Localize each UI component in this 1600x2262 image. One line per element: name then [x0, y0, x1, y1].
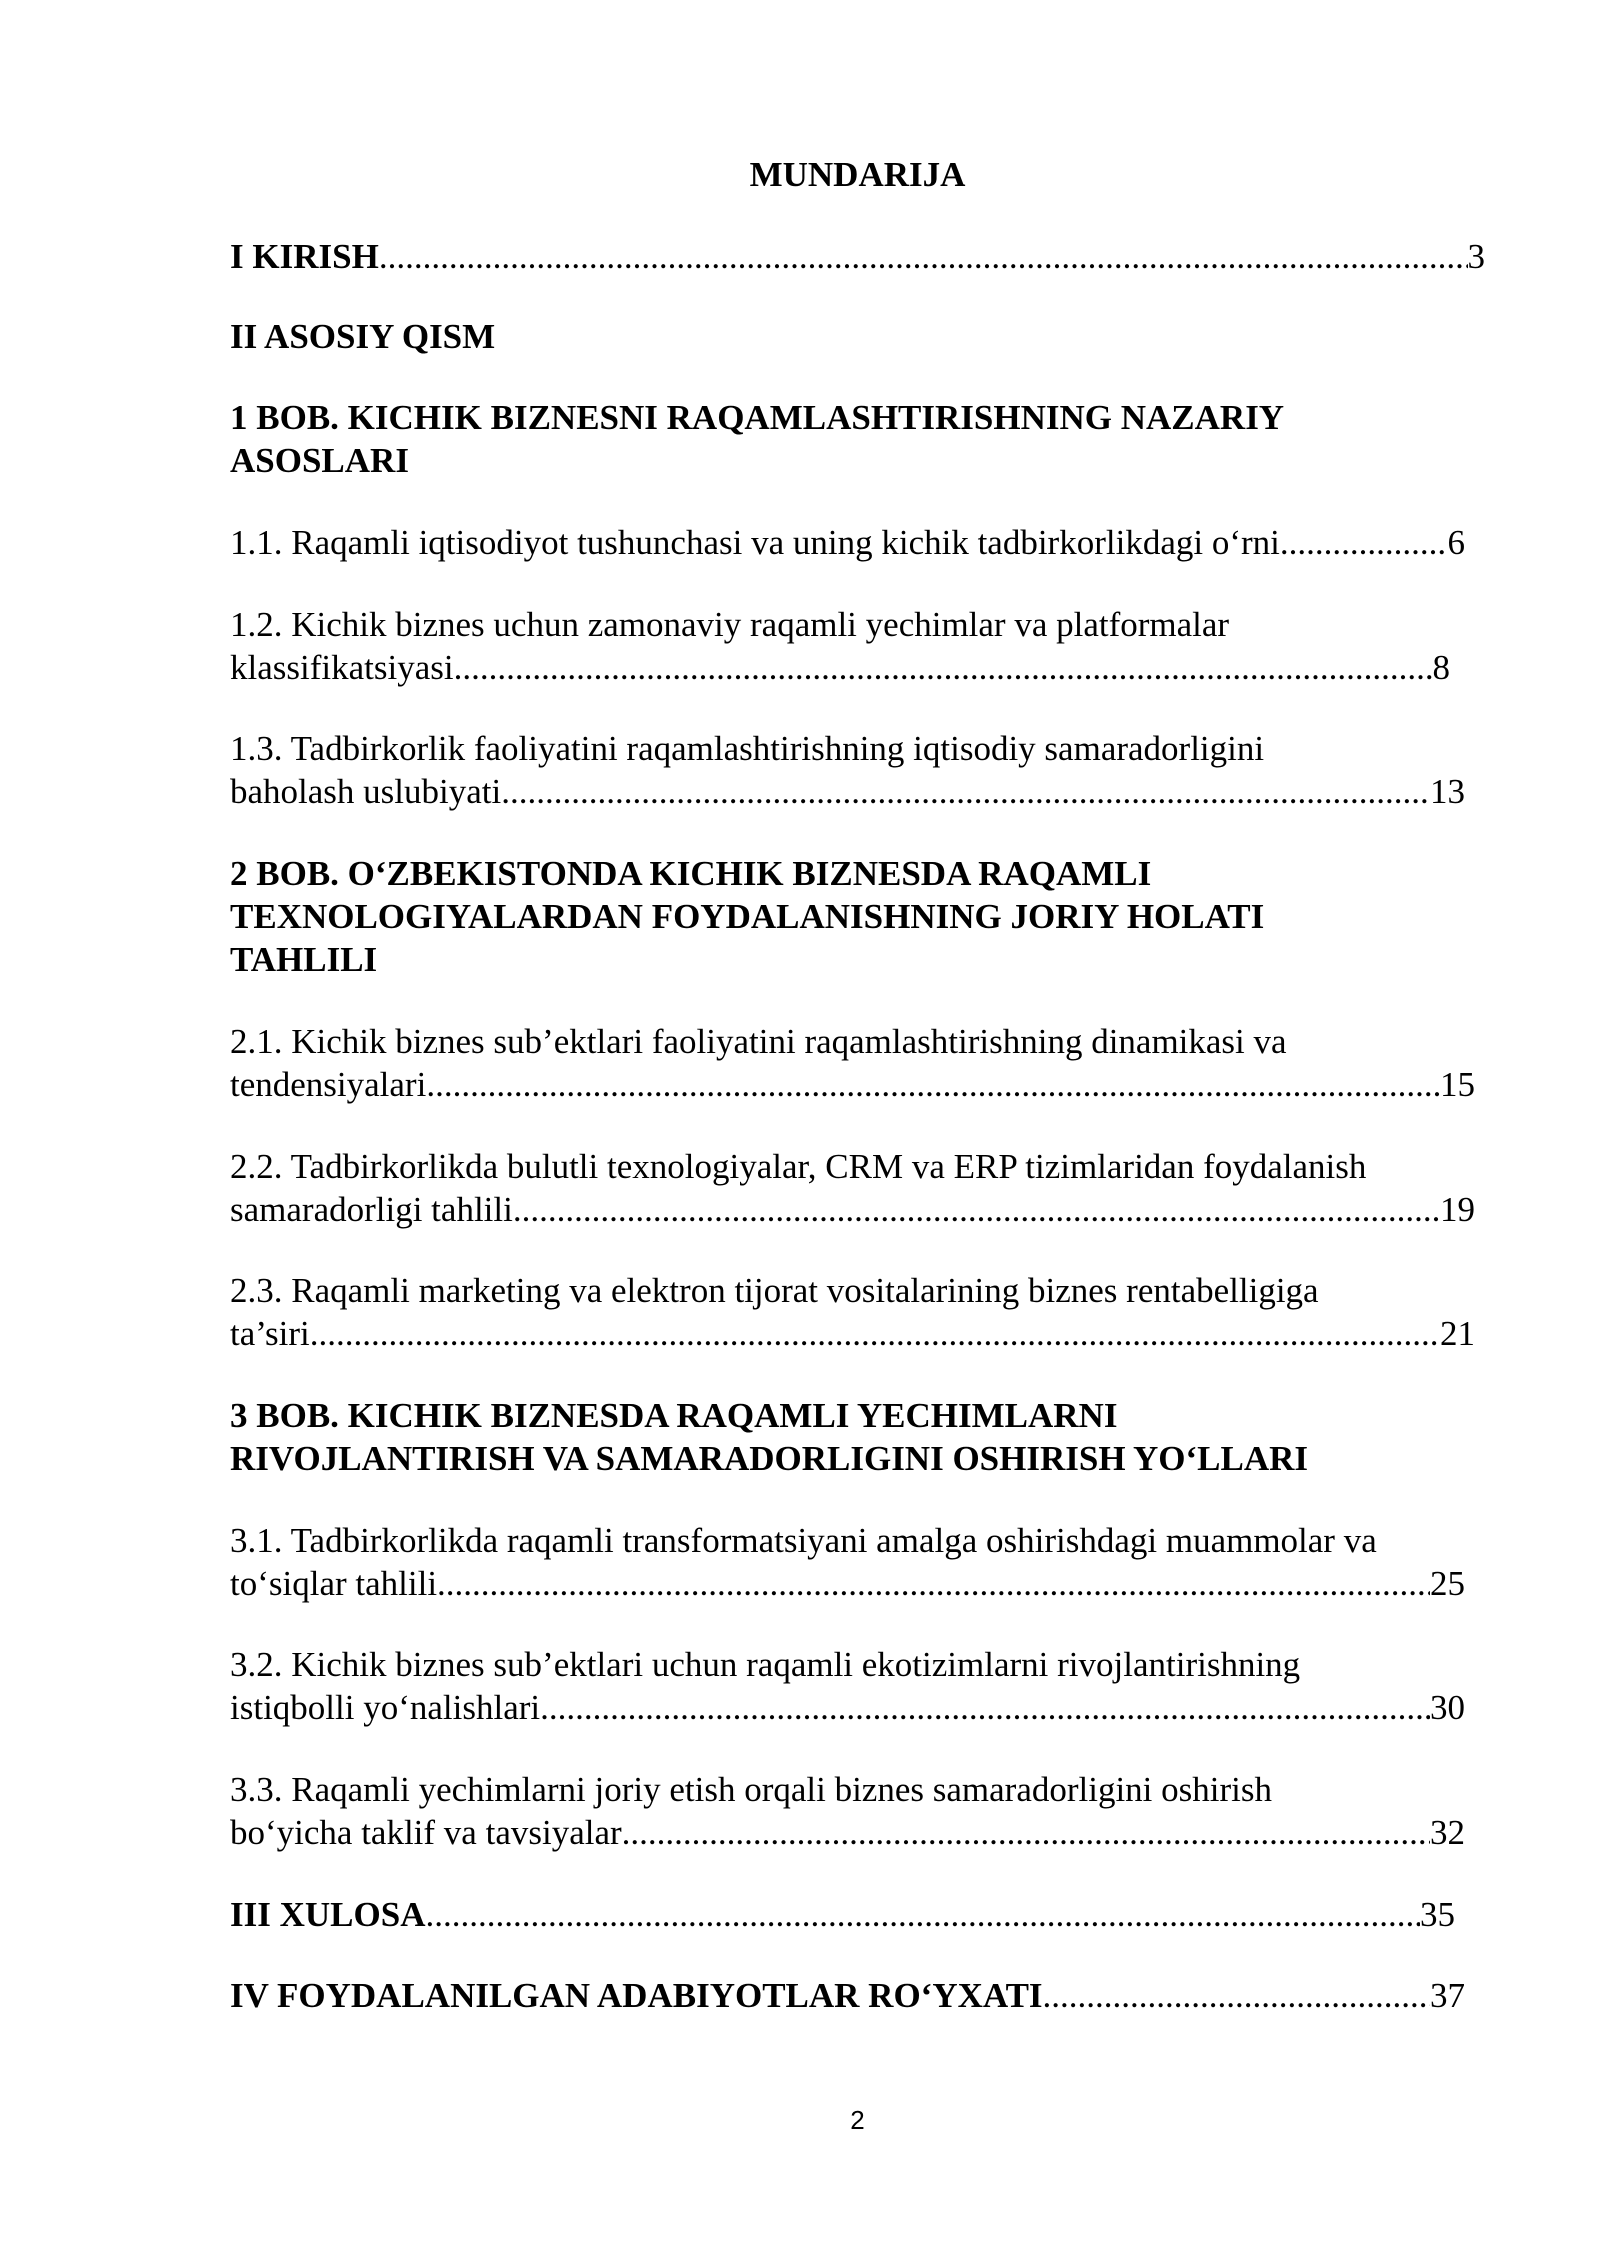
toc-heading-line: RIVOJLANTIRISH VA SAMARADORLIGINI OSHIRISH YO‘LLARI — [230, 1439, 1309, 1478]
toc-leader-dots — [1043, 1974, 1430, 2017]
toc-leader-dots — [454, 646, 1433, 689]
toc-entry-label: klassifikatsiyasi — [230, 648, 454, 687]
toc-page-number: 37 — [1430, 1976, 1465, 2015]
toc-leader-dots — [379, 235, 1468, 278]
toc-entry-2-3[interactable] — [230, 1269, 1475, 1355]
toc-entry-2-2[interactable] — [230, 1145, 1475, 1231]
toc-heading-chapter-2 — [230, 852, 1485, 981]
toc-entry-3-3[interactable] — [230, 1768, 1465, 1854]
toc-page-number: 32 — [1430, 1813, 1465, 1852]
toc-entry-label: III XULOSA — [230, 1895, 426, 1934]
toc-entry-label: samaradorligi tahlili — [230, 1190, 513, 1229]
toc-entry-line: 3.2. Kichik biznes sub’ektlari uchun raqamli ekotizimlarni rivojlantirishning — [230, 1645, 1301, 1684]
toc-entry-line: 1.2. Kichik biznes uchun zamonaviy raqamli yechimlar va platformalar — [230, 605, 1230, 644]
toc-entry-label: I KIRISH — [230, 237, 379, 276]
toc-page-number: 30 — [1430, 1688, 1465, 1727]
toc-entry-label: istiqbolli yo‘nalishlari — [230, 1688, 541, 1727]
page-number: 2 — [850, 2105, 865, 2135]
toc-heading-line: TEXNOLOGIYALARDAN FOYDALANISHNING JORIY HOLATI — [230, 897, 1265, 936]
toc-heading-line: TAHLILI — [230, 940, 378, 979]
toc-leader-dots — [622, 1811, 1430, 1854]
toc-entry-line: 3.3. Raqamli yechimlarni joriy etish orqali biznes samaradorligini oshirish — [230, 1770, 1273, 1809]
toc-entry-3-2[interactable] — [230, 1643, 1465, 1729]
toc-page-number: 8 — [1432, 648, 1450, 687]
toc-leader-dots — [426, 1063, 1440, 1106]
toc-title: MUNDARIJA — [749, 155, 966, 194]
toc-entry-label: IV FOYDALANILGAN ADABIYOTLAR RO‘YXATI — [230, 1976, 1043, 2015]
toc-page-number: 19 — [1440, 1190, 1475, 1229]
toc-page-number: 15 — [1440, 1065, 1475, 1104]
toc-entry-label: bo‘yicha taklif va tavsiyalar — [230, 1813, 622, 1852]
toc-entry-2-1[interactable] — [230, 1020, 1475, 1106]
toc-page-number: 6 — [1447, 523, 1465, 562]
toc-page-number: 25 — [1430, 1564, 1465, 1603]
toc-heading-line: 3 BOB. KICHIK BIZNESDA RAQAMLI YECHIMLARNI — [230, 1396, 1118, 1435]
toc-leader-dots — [310, 1312, 1440, 1355]
toc-entry-adabiyotlar[interactable] — [230, 1974, 1465, 2017]
toc-heading-chapter-1 — [230, 396, 1485, 482]
toc-entry-label: 1.1. Raqamli iqtisodiyot tushunchasi va uning kichik tadbirkorlikdagi o‘rni — [230, 523, 1280, 562]
toc-entry-line: 2.1. Kichik biznes sub’ektlari faoliyatini raqamlashtirishning dinamikasi va — [230, 1022, 1287, 1061]
toc-leader-dots — [437, 1562, 1430, 1605]
toc-heading-line: II ASOSIY QISM — [230, 317, 496, 356]
toc-entry-line: 2.2. Tadbirkorlikda bulutli texnologiyalar, CRM va ERP tizimlaridan foydalanish — [230, 1147, 1367, 1186]
toc-entry-1-2[interactable] — [230, 603, 1450, 689]
toc-leader-dots — [425, 1893, 1420, 1936]
toc-entry-line: 3.1. Tadbirkorlikda raqamli transformatsiyani amalga oshirishdagi muammolar va — [230, 1521, 1377, 1560]
toc-heading-asosiy-qism — [230, 315, 1485, 358]
toc-entry-3-1[interactable] — [230, 1519, 1465, 1605]
toc-heading-line: ASOSLARI — [230, 441, 409, 480]
toc-leader-dots — [513, 1188, 1440, 1231]
toc-page-number: 3 — [1467, 237, 1485, 276]
toc-entry-label: tendensiyalari — [230, 1065, 427, 1104]
toc-entry-line: 1.3. Tadbirkorlik faoliyatini raqamlashtirishning iqtisodiy samaradorligini — [230, 729, 1265, 768]
toc-entry-xulosa[interactable] — [230, 1893, 1455, 1936]
toc-entry-1-3[interactable] — [230, 727, 1465, 813]
toc-heading-line: 2 BOB. O‘ZBEKISTONDA KICHIK BIZNESDA RAQAMLI — [230, 854, 1152, 893]
toc-entry-1-1[interactable] — [230, 521, 1465, 564]
toc-page-number: 13 — [1430, 772, 1465, 811]
toc-page-number: 21 — [1440, 1314, 1475, 1353]
toc-heading-chapter-3 — [230, 1394, 1485, 1480]
toc-entry-kirish[interactable] — [230, 235, 1485, 278]
toc-page-number: 35 — [1420, 1895, 1455, 1934]
toc-heading-line: 1 BOB. KICHIK BIZNESNI RAQAMLASHTIRISHNING NAZARIY — [230, 398, 1285, 437]
toc-entry-label: baholash uslubiyati — [230, 772, 502, 811]
toc-entry-label: to‘siqlar tahlili — [230, 1564, 438, 1603]
toc-leader-dots — [540, 1686, 1430, 1729]
toc-leader-dots — [1280, 521, 1448, 564]
toc-entry-label: ta’siri — [230, 1314, 310, 1353]
toc-leader-dots — [501, 770, 1430, 813]
toc-entry-line: 2.3. Raqamli marketing va elektron tijorat vositalarining biznes rentabelligiga — [230, 1271, 1319, 1310]
